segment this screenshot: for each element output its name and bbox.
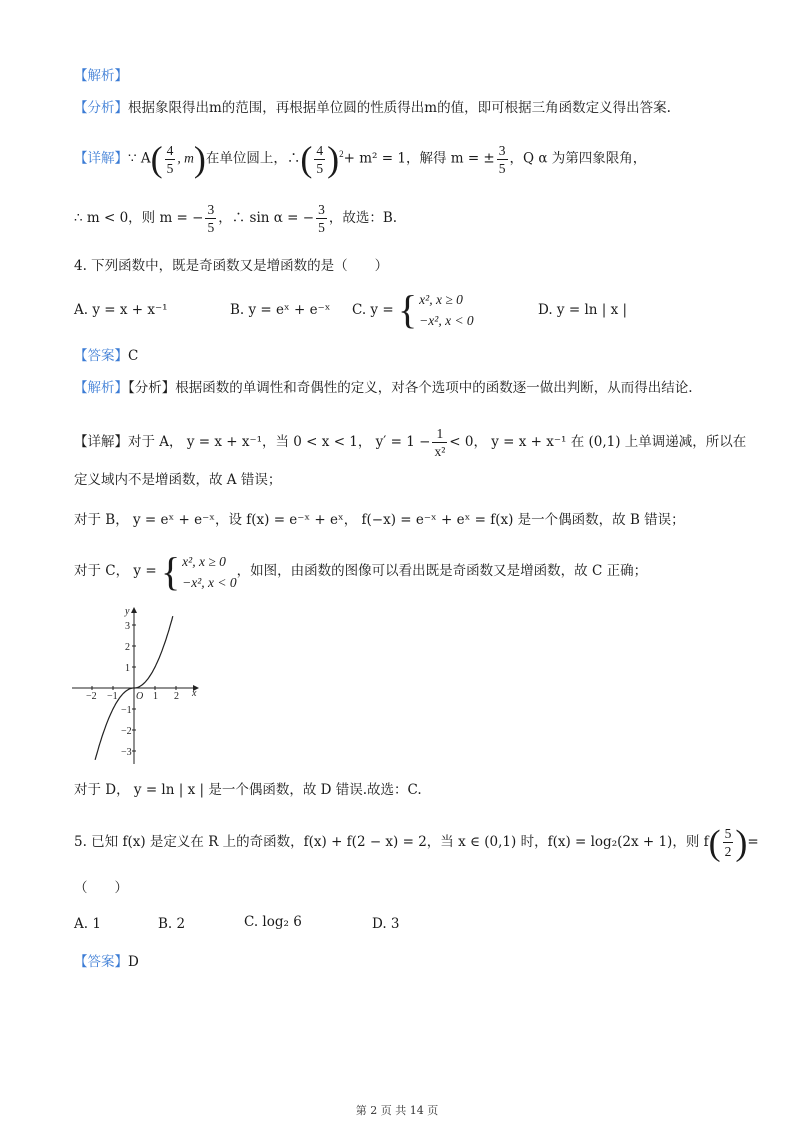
y-tick-label: −3 [121, 747, 132, 758]
q5-option-c: C. log₂ 6 [244, 914, 302, 930]
x-axis-label: x [192, 688, 197, 699]
q4-detail-c: 对于 C， y = { x², x ≥ 0 −x², x < 0 ，如图，由函数的图像可以看出既是奇函数又是增函数，故 C 正确； [74, 548, 648, 594]
y-tick-label: −1 [121, 705, 132, 716]
y-tick-label: 2 [125, 642, 130, 653]
q4-detail-b: 对于 B， y = eˣ + e⁻ˣ，设 f(x) = e⁻ˣ + eˣ， f(−x) = e⁻ˣ + eˣ = f(x) 是一个偶函数，故 B 错误； [74, 512, 685, 528]
q4-detail-d: 对于 D， y = ln | x | 是一个偶函数，故 D 错误.故选：C. [74, 782, 422, 798]
x-tick-label: 1 [153, 691, 158, 702]
q5-stem: 5. 已知 f(x) 是定义在 R 上的奇函数，f(x) + f(2 − x) = 2，当 x ∈ (0,1) 时，f(x) = log₂(2x + 1)，则 f( $\frac{5}{2}$ )= [74, 822, 759, 863]
fenxi-label: 【分析】 [74, 100, 128, 116]
function-graph [70, 604, 210, 766]
q4-option-c: C. y = { x², x ≥ 0 −x², x < 0 [352, 287, 474, 332]
q5-option-b: B. 2 [158, 916, 186, 932]
q4-analysis: 【解析】【分析】根据函数的单调性和奇偶性的定义，对各个选项中的函数逐一做出判断，从而得出结论. [74, 380, 693, 396]
jiexi-heading: 【解析】 [74, 68, 128, 84]
detail-line-1: 【详解】∵ A( $\frac{4}{5}$ , m)在单位圆上，∴( $\frac{4}{5}$ )$^2$+ m² = 1，解得 m = ± $\frac{3}{5}$ ，Q α 为第四象限角， [74, 139, 647, 179]
analysis-text: 根据象限得出m的范围，再根据单位圆的性质得出m的值，即可根据三角函数定义得出答案. [128, 100, 671, 116]
y-axis-label: y [125, 606, 130, 617]
q5-answer: 【答案】D [74, 954, 139, 970]
x-tick-label: 2 [174, 691, 179, 702]
q4-option-a: A. y = x + x⁻¹ [74, 302, 168, 318]
q4-answer: 【答案】C [74, 348, 139, 364]
q5-option-a: A. 1 [74, 916, 101, 932]
analysis-line-1 [74, 98, 671, 118]
origin-label: O [136, 691, 144, 702]
q4-detail-a-cont: 定义域内不是增函数，故 A 错误； [74, 472, 282, 488]
q4-option-b: B. y = eˣ + e⁻ˣ [230, 302, 331, 318]
x-tick-label: −1 [107, 691, 118, 702]
q4-option-d: D. y = ln | x | [538, 302, 628, 318]
x-tick-label: −2 [86, 691, 97, 702]
y-tick-label: 3 [125, 621, 130, 632]
y-tick-label: −2 [121, 726, 132, 737]
q5-paren: （ ） [74, 880, 128, 896]
detail-line-2: ∴ m < 0，则 m = − $\frac{3}{5}$ ，∴ sin α = − $\frac{3}{5}$ ，故选：B. [74, 202, 398, 235]
xiangjie-label: 【详解】 [74, 150, 128, 167]
y-tick-label: 1 [125, 663, 130, 674]
q4-stem: 4. 下列函数中，既是奇函数又是增函数的是（ ） [74, 258, 389, 274]
q5-option-d: D. 3 [372, 916, 400, 932]
page-footer: 第 2 页 共 14 页 [355, 1104, 439, 1117]
q4-detail-a: 【详解】对于 A， y = x + x⁻¹，当 0 < x < 1， y′ = 1 − $\frac{1}{\text{x²}}$ < 0， y = x + x⁻¹ 在 (0,1) 上单调递减，所以在 [74, 426, 747, 459]
